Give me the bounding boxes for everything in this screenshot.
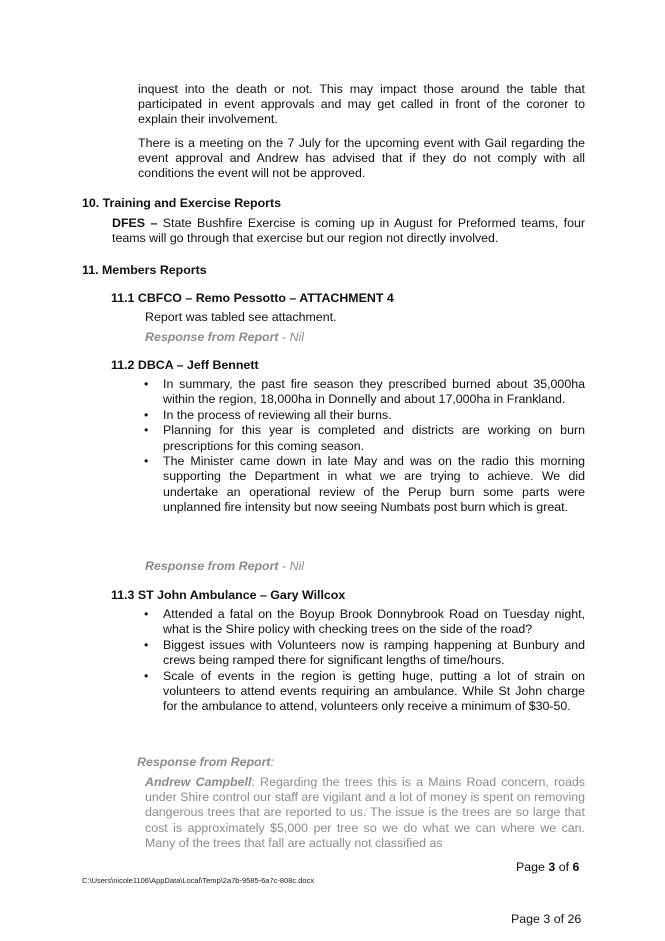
- item-11-1-title: 11.1 CBFCO – Remo Pessotto – ATTACHMENT 4: [111, 291, 394, 305]
- response-value: - Nil: [278, 330, 305, 344]
- intro-paragraph-1: inquest into the death or not. This may impact those around the table that participated in event approvals and may get called in front of the coroner to explain their involvement.: [138, 82, 585, 127]
- file-path: C:\Users\nicole1106\AppData\Local\Temp\2a7b-9585-6a7c-808c.docx: [82, 876, 315, 885]
- response-label: Response from Report: [145, 559, 279, 573]
- list-item: • Attended a fatal on the Boyup Brook Donnybrook Road on Tuesday night, what is the Shire policy with checking trees on the side of the road?: [144, 607, 585, 637]
- answer-name: Andrew Campbell: [145, 775, 252, 789]
- item-11-2-response: [145, 559, 304, 574]
- answer-text: : Regarding the trees this is a Mains Road concern, roads under Shire control our staff are vigilant and a lot of money is spent on removing dangerous trees that are reported to us. The issue is the trees are so large that cost is approximately $5,000 per tree so we do what we can where we can. Many of the trees that fall are actually not classified as: [145, 775, 586, 850]
- list-item: • Scale of events in the region is getting huge, putting a lot of strain on volunteers to attend events requiring an ambulance. While St John charge for the ambulance to attend, volunteers only receive a minimum of $30-50.: [144, 668, 585, 713]
- item-11-3-response-label: [137, 755, 274, 770]
- list-item: • The Minister came down in late May and was on the radio this morning supporting the Department in what we are trying to achieve. We did undertake an operational review of the Perup burn some parts were unplanned fire intensity but now seeing Numbats post burn which is great.: [144, 454, 585, 514]
- list-item: • In summary, the past fire season they prescribed burned about 35,000ha within the region, 18,000ha in Donnelly and about 17,000ha in Frankland.: [144, 377, 585, 407]
- response-colon: :: [270, 755, 275, 769]
- response-value: - Nil: [278, 559, 305, 573]
- list-item: • In the process of reviewing all their burns.: [144, 407, 392, 422]
- item-11-2-title: 11.2 DBCA – Jeff Bennett: [111, 358, 259, 372]
- item-11-1-response: [145, 330, 304, 345]
- list-item: • Biggest issues with Volunteers now is ramping happening at Bunbury and crews being ramped there for significant lengths of time/hours.: [144, 637, 585, 667]
- dfes-label: DFES –: [112, 216, 158, 230]
- section-11-heading: 11. Members Reports: [82, 263, 207, 277]
- item-11-1-text: Report was tabled see attachment.: [145, 310, 337, 324]
- bullet-icon: •: [144, 423, 149, 438]
- dfes-text: State Bushfire Exercise is coming up in August for Preformed teams, four teams will go through that exercise but our region not directly involved.: [112, 216, 585, 246]
- bullet-icon: •: [144, 637, 149, 652]
- response-label: Response from Report: [137, 755, 271, 769]
- response-label: Response from Report: [145, 330, 279, 344]
- bullet-icon: •: [144, 668, 149, 683]
- section-10-heading: 10. Training and Exercise Reports: [82, 196, 282, 210]
- bullet-icon: •: [144, 407, 149, 422]
- item-11-2-bullets: [144, 377, 585, 515]
- bullet-icon: •: [144, 454, 149, 469]
- list-item: • Planning for this year is completed and districts are working on burn prescriptions for this coming season.: [144, 423, 585, 453]
- inner-page-number: Page 3 of 6: [516, 860, 580, 874]
- outer-page-number: Page 3 of 26: [511, 912, 582, 926]
- item-11-3-answer: [145, 775, 585, 851]
- section-10-paragraph: [112, 216, 585, 246]
- bullet-icon: •: [144, 607, 149, 621]
- bullet-icon: •: [144, 377, 149, 391]
- item-11-3-bullets: [144, 607, 585, 715]
- intro-paragraph-2: There is a meeting on the 7 July for the upcoming event with Gail regarding the event approval and Andrew has advised that if they do not comply with all conditions the event will not be approved.: [138, 136, 585, 181]
- item-11-3-title: 11.3 ST John Ambulance – Gary Willcox: [111, 588, 346, 602]
